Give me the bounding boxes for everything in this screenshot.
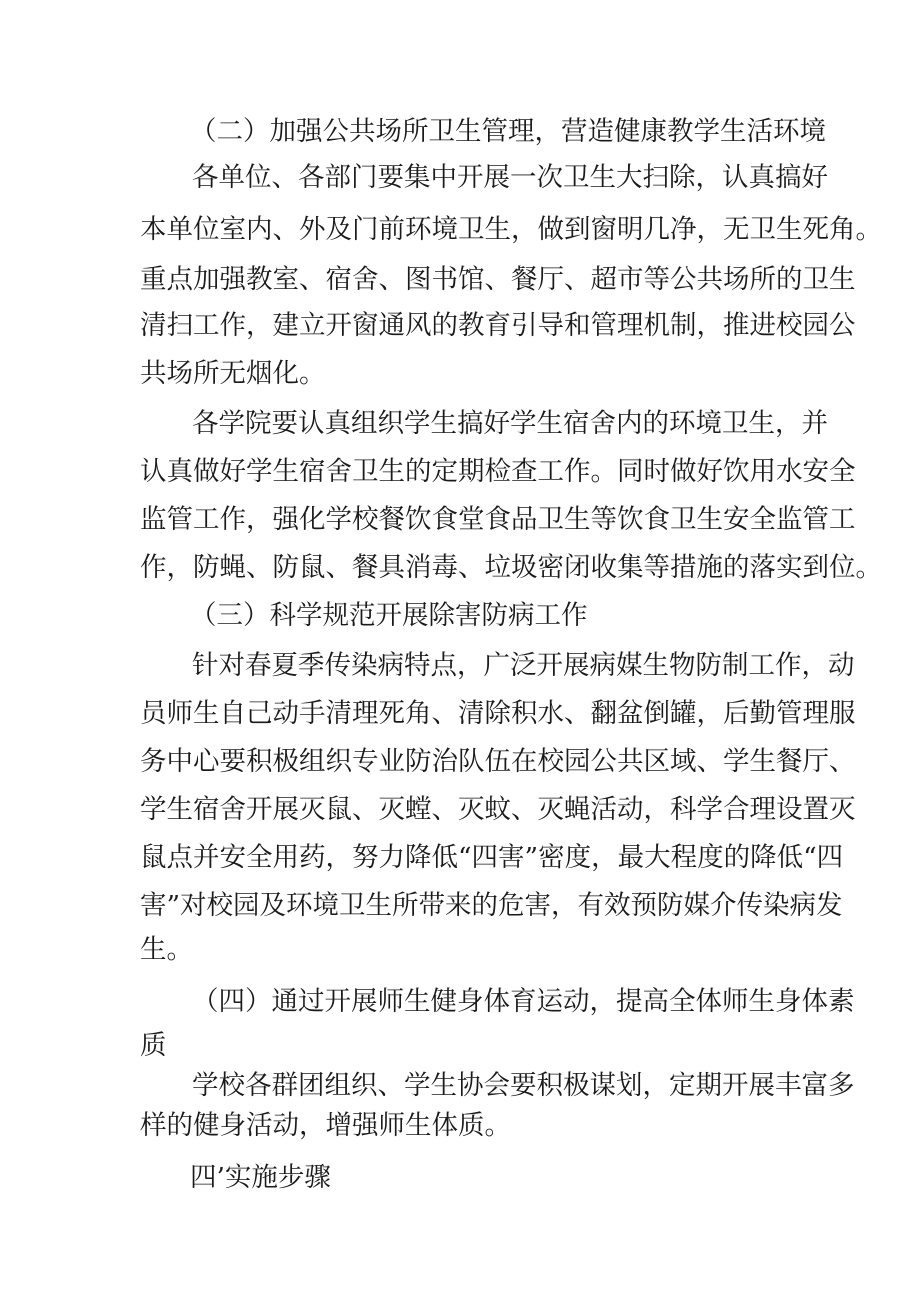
paragraph-line: 害”对校园及环境卫生所带来的危害，有效预防媒介传染病发 <box>140 890 843 921</box>
paragraph-line: 重点加强教室、宿舍、图书馆、餐厅、超市等公共场所的卫生 <box>140 264 856 295</box>
paragraph-line: 生。 <box>140 934 193 965</box>
paragraph-line: 针对春夏季传染病特点，广泛开展病媒生物防制工作，动 <box>192 650 855 681</box>
paragraph-line: 样的健身活动，增强师生体质。 <box>140 1110 511 1141</box>
paragraph-line: 务中心要积极组织专业防治队伍在校园公共区域、学生餐厅、 <box>140 746 856 777</box>
paragraph-line: 认真做好学生宿舍卫生的定期检查工作。同时做好饮用水安全 <box>140 456 856 487</box>
paragraph-line: 监管工作，强化学校餐饮食堂食品卫生等饮食卫生安全监管工 <box>140 504 856 535</box>
paragraph-line: 作，防蝇、防鼠、餐具消毒、垃圾密闭收集等措施的落实到位。 <box>140 552 882 583</box>
paragraph-line: 员师生自己动手清理死角、清除积水、翻盆倒罐，后勤管理服 <box>140 698 856 729</box>
paragraph-line: 本单位室内、外及门前环境卫生，做到窗明几净，无卫生死角。 <box>140 214 882 245</box>
section-four-heading: 四’实施步骤 <box>190 1162 331 1193</box>
paragraph-line: 清扫工作，建立开窗通风的教育引导和管理机制，推进校园公 <box>140 310 856 341</box>
paragraph-line: 鼠点并安全用药，努力降低“四害”密度，最大程度的降低“四 <box>140 842 844 873</box>
section-4-heading-line: （四）通过开展师生健身体育运动，提高全体师生身体素 <box>192 986 855 1017</box>
paragraph-line: 共场所无烟化。 <box>140 358 326 389</box>
paragraph-line: 各学院要认真组织学生搞好学生宿舍内的环境卫生，并 <box>192 408 828 439</box>
section-2-heading: （二）加强公共场所卫生管理，营造健康教学生活环境 <box>190 116 826 147</box>
paragraph-line: 学生宿舍开展灭鼠、灭螳、灭蚊、灭蝇活动，科学合理设置灭 <box>140 794 856 825</box>
paragraph-line: 学校各群团组织、学生协会要积极谋划，定期开展丰富多 <box>192 1070 855 1101</box>
section-4-heading-line: 质 <box>140 1030 167 1061</box>
paragraph-line: 各单位、各部门要集中开展一次卫生大扫除，认真搞好 <box>192 162 828 193</box>
section-3-heading: （三）科学规范开展除害防病工作 <box>190 600 588 631</box>
